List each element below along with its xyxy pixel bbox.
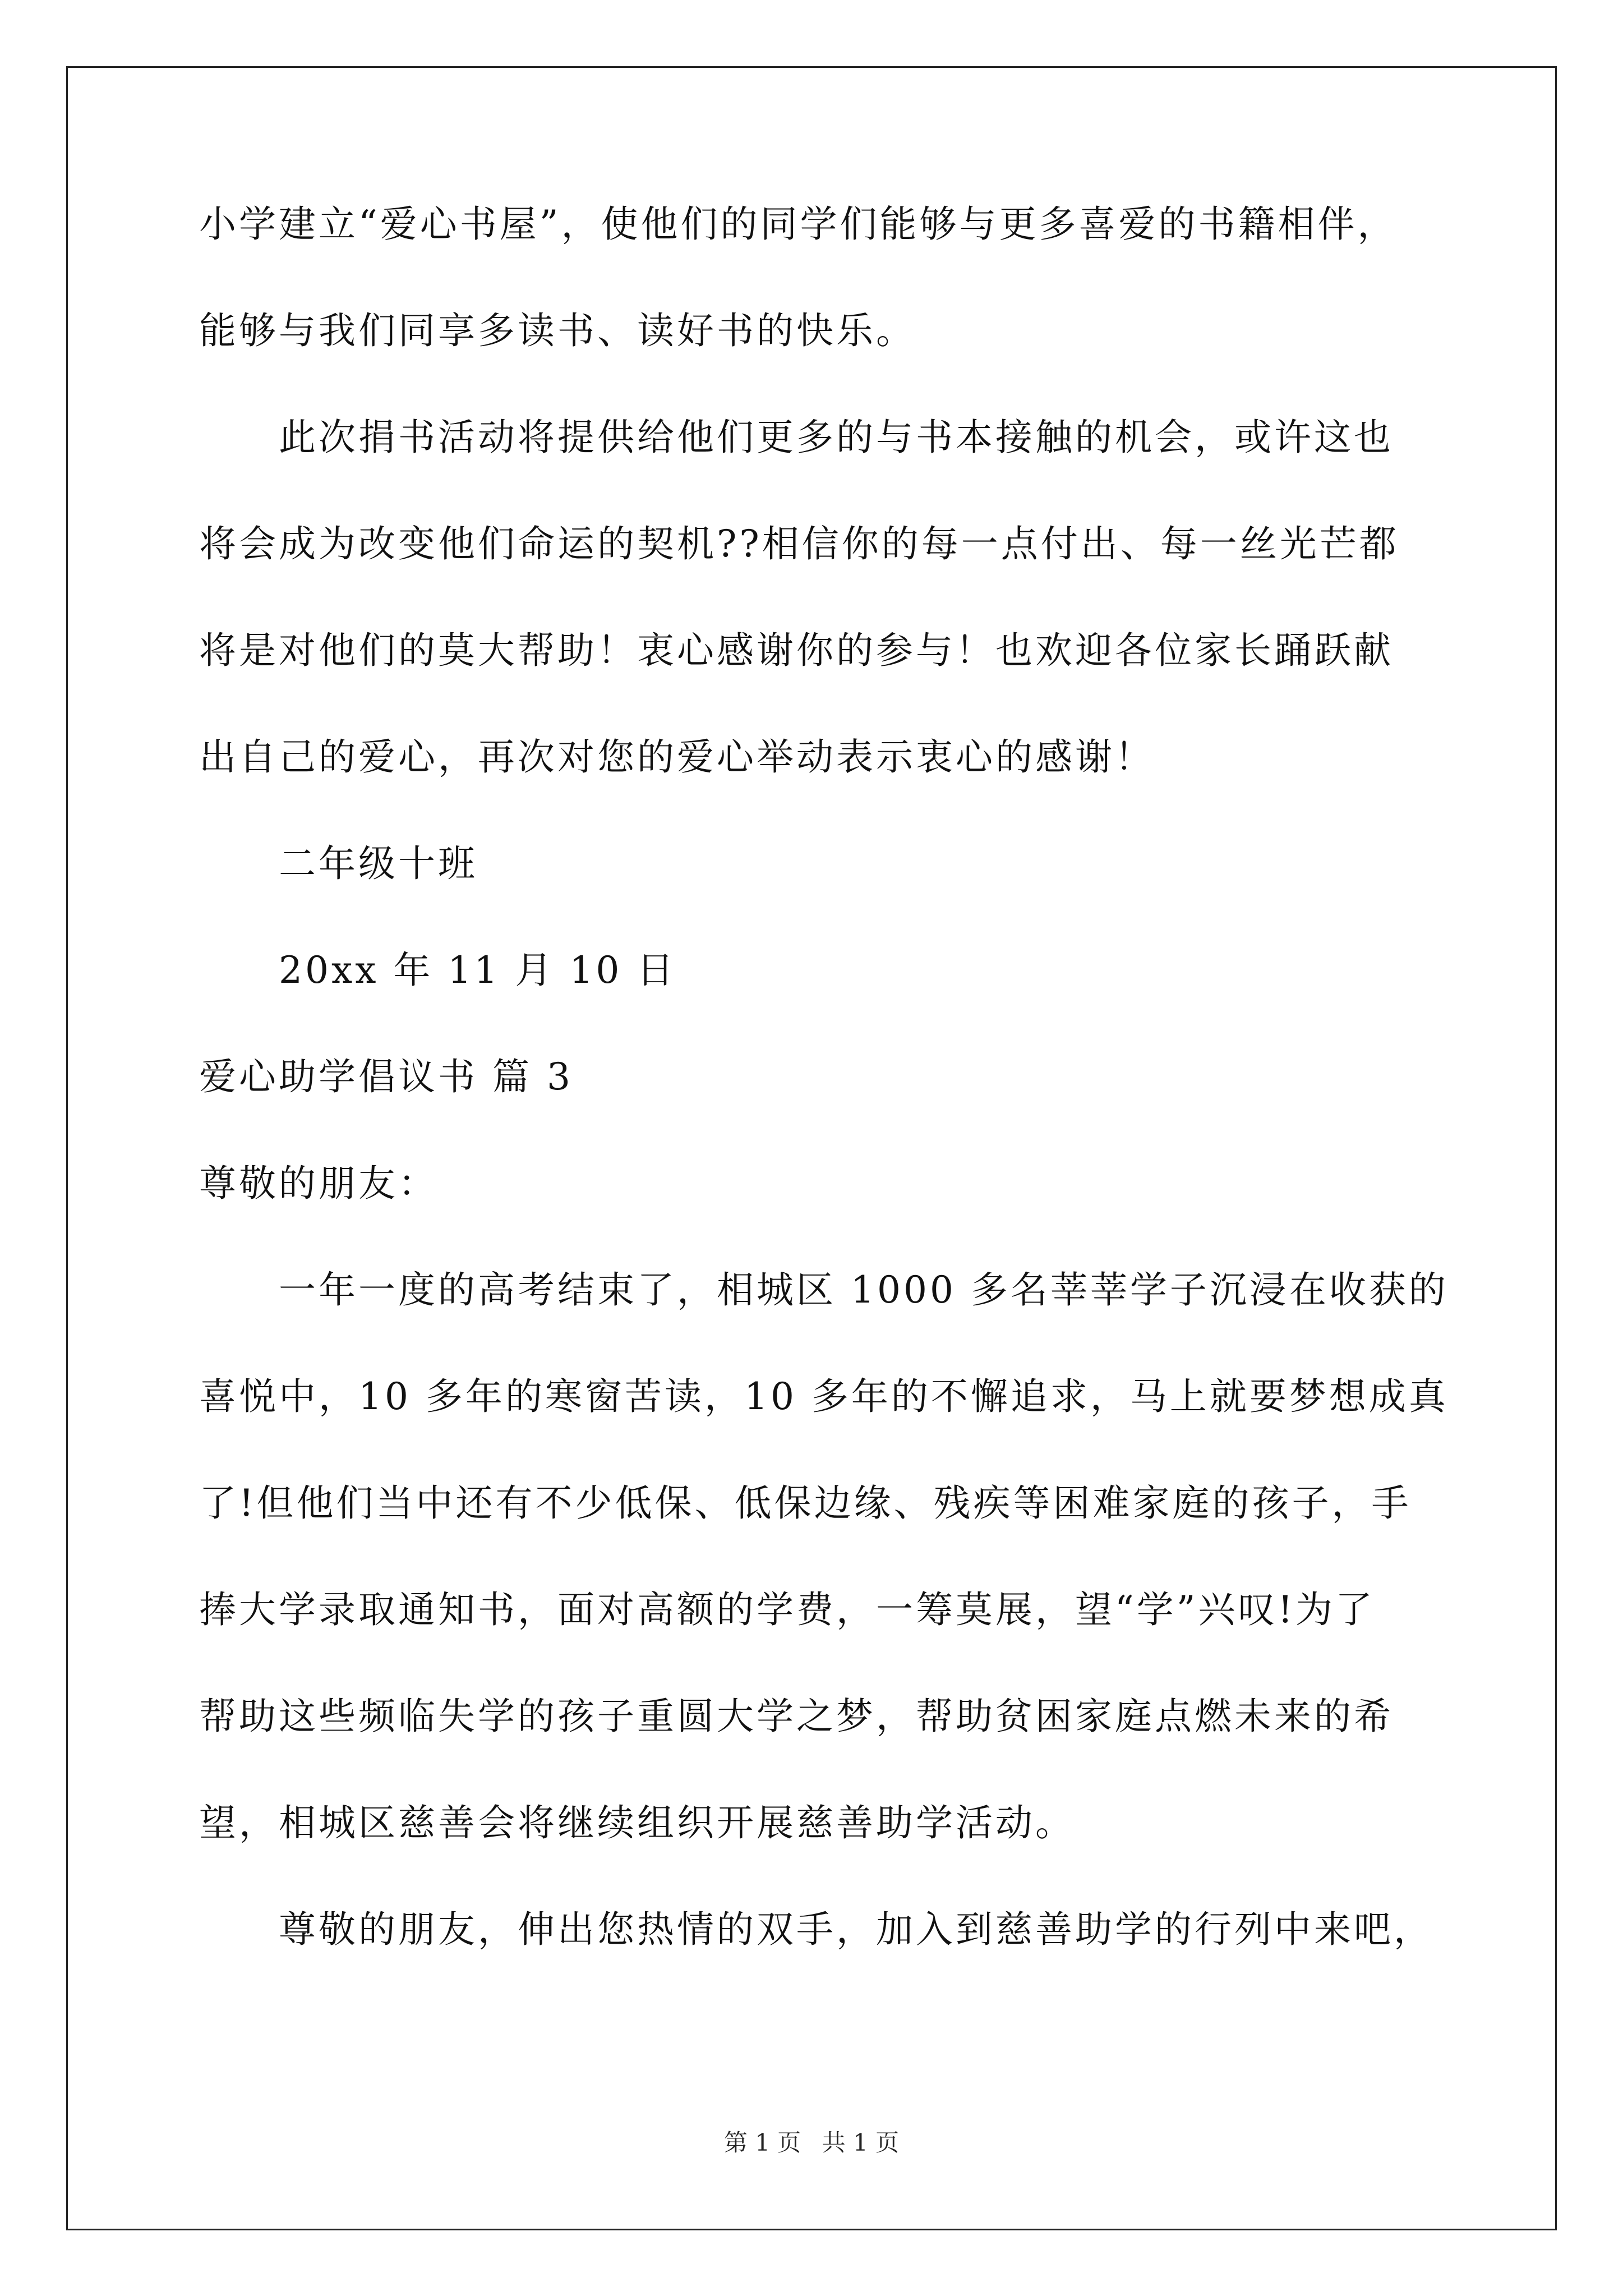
paragraph-line: 帮助这些频临失学的孩子重圆大学之梦，帮助贫困家庭点燃未来的希 bbox=[199, 1695, 1394, 1738]
paragraph-line: 了!但他们当中还有不少低保、低保边缘、残疾等困难家庭的孩子，手 bbox=[199, 1481, 1412, 1525]
page-footer bbox=[0, 2127, 1623, 2159]
paragraph-line: 将是对他们的莫大帮助！衷心感谢你的参与！也欢迎各位家长踊跃献 bbox=[199, 629, 1394, 672]
paragraph-line: 望，相城区慈善会将继续组织开展慈善助学活动。 bbox=[199, 1801, 1075, 1844]
paragraph-line: 能够与我们同享多读书、读好书的快乐。 bbox=[199, 309, 916, 352]
paragraph-line: 小学建立“爱心书屋”，使他们的同学们能够与更多喜爱的书籍相伴， bbox=[199, 203, 1398, 246]
page-total: 共 1 页 bbox=[822, 2129, 900, 2156]
salutation: 尊敬的朋友： bbox=[199, 1162, 438, 1205]
paragraph-line: 一年一度的高考结束了，相城区 1000 多名莘莘学子沉浸在收获的 bbox=[279, 1268, 1449, 1312]
paragraph-line: 尊敬的朋友，伸出您热情的双手，加入到慈善助学的行列中来吧， bbox=[279, 1908, 1433, 1951]
signature-date: 20xx 年 11 月 10 日 bbox=[279, 949, 677, 992]
page-number: 第 1 页 bbox=[723, 2129, 801, 2156]
paragraph-line: 喜悦中，10 多年的寒窗苦读，10 多年的不懈追求，马上就要梦想成真 bbox=[199, 1375, 1449, 1418]
paragraph-line: 将会成为改变他们命运的契机??相信你的每一点付出、每一丝光芒都 bbox=[199, 522, 1399, 565]
section-heading: 爱心助学倡议书 篇 3 bbox=[199, 1055, 573, 1098]
paragraph-line: 此次捐书活动将提供给他们更多的与书本接触的机会，或许这也 bbox=[279, 416, 1394, 459]
signature-class: 二年级十班 bbox=[279, 842, 478, 885]
paragraph-line: 捧大学录取通知书，面对高额的学费，一筹莫展，望“学”兴叹!为了 bbox=[199, 1588, 1376, 1631]
paragraph-line: 出自己的爱心，再次对您的爱心举动表示衷心的感谢！ bbox=[199, 735, 1155, 779]
